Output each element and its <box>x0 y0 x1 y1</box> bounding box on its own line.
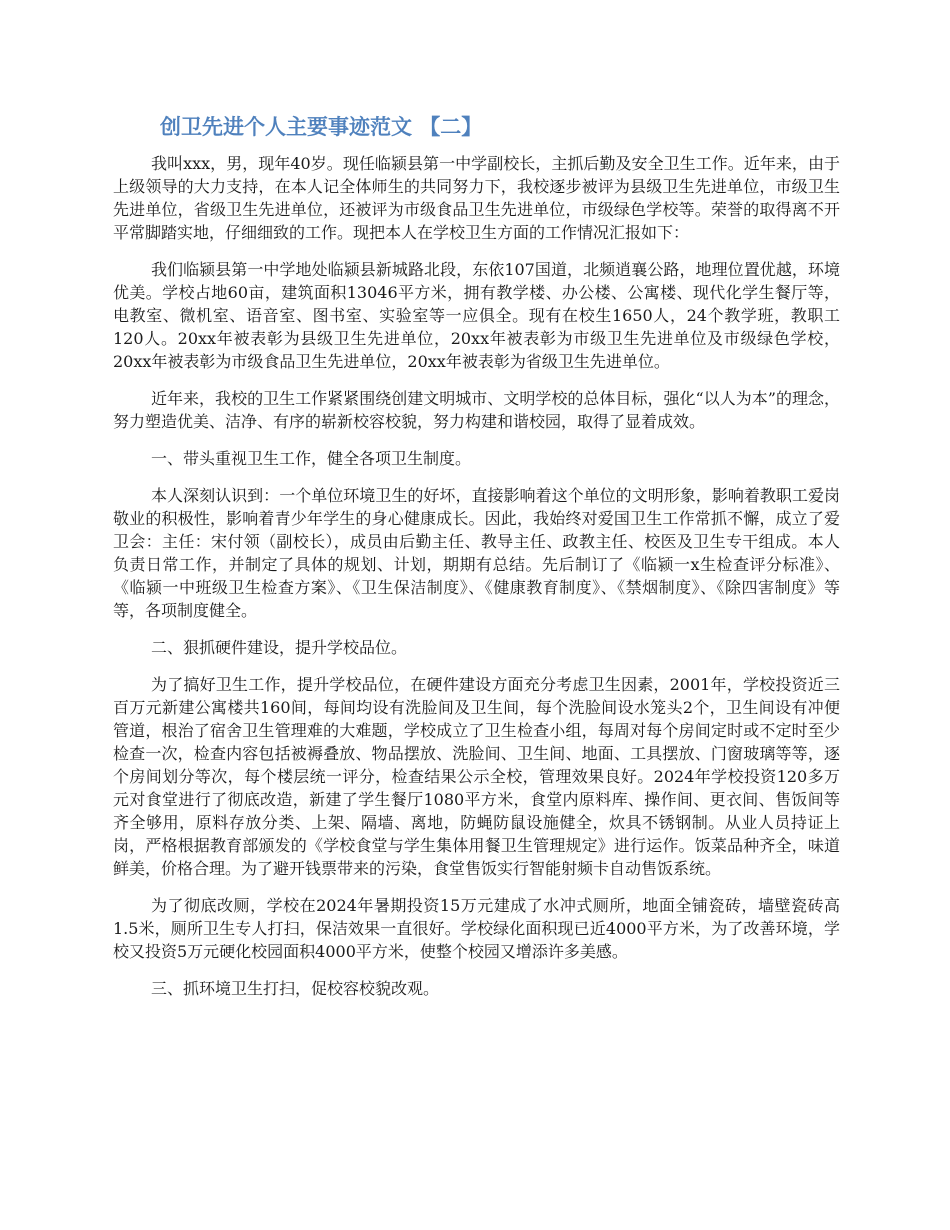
document-title: 创卫先进个人主要事迹范文 【二】 <box>160 115 483 139</box>
paragraph-section-2a: 为了搞好卫生工作，提升学校品位，在硬件建设方面充分考虑卫生因素，2001年，学校投资近三百万元新建公寓楼共160间，每间均设有洗脸间及卫生间，每个洗脸间设水笼头2个，卫生间设有冲便管道，根治了宿舍卫生管理难的大难题，学校成立了卫生检查小组，每周对每个房间定时或不定时至少检查一次，检查内容包括被褥叠放、物品摆放、洗脸间、卫生间、地面、工具摆放、门窗玻璃等等，逐个房间划分等次，每个楼层统一评分，检查结果公示全校，管理效果良好。2024年学校投资120多万元对食堂进行了彻底改造，新建了学生餐厅1080平方米，食堂内原料库、操作间、更衣间、售饭间等齐全够用，原料存放分类、上架、隔墙、离地，防蝇防鼠设施健全，炊具不锈钢制。从业人员持证上岗，严格根据教育部颁发的《学校食堂与学生集体用餐卫生管理规定》进行运作。饭菜品种齐全，味道鲜美，价格合理。为了避开钱票带来的污染，食堂售饭实行智能射频卡自动售饭系统。 <box>113 675 840 878</box>
section-heading-3: 三、抓环境卫生打扫，促校容校貌改观。 <box>151 979 440 998</box>
paragraph-recent-years: 近年来，我校的卫生工作紧紧围绕创建文明城市、文明学校的总体目标，强化“以人为本”的理念，努力塑造优美、洁净、有序的崭新校容校貌，努力构建和谐校园，取得了显着成效。 <box>113 389 840 431</box>
paragraph-intro: 我叫xxx，男，现年40岁。现任临颍县第一中学副校长，主抓后勤及安全卫生工作。近年来，由于上级领导的大力支持，在本人记全体师生的共同努力下，我校逐步被评为县级卫生先进单位，市级卫生先进单位，省级卫生先进单位，还被评为市级食品卫生先进单位，市级绿色学校等。荣誉的取得离不开平常脚踏实地，仔细细致的工作。现把本人在学校卫生方面的工作情况汇报如下： <box>113 154 840 242</box>
paragraph-section-1: 本人深刻认识到：一个单位环境卫生的好坏，直接影响着这个单位的文明形象，影响着教职工爱岗敬业的积极性，影响着青少年学生的身心健康成长。因此，我始终对爱国卫生工作常抓不懈，成立了爱卫会：主任：宋付领（副校长），成员由后勤主任、教导主任、政教主任、校医及卫生专干组成。本人负责日常工作，并制定了具体的规划、计划，期期有总结。先后制订了《临颍一x生检查评分标准》、《临颍一中班级卫生检查方案》、《卫生保洁制度》、《健康教育制度》、《禁烟制度》、《除四害制度》等等，各项制度健全。 <box>113 486 840 620</box>
section-heading-2: 二、狠抓硬件建设，提升学校品位。 <box>151 638 408 657</box>
paragraph-school-overview: 我们临颍县第一中学地处临颍县新城路北段，东依107国道，北频逍襄公路，地理位置优越，环境优美。学校占地60亩，建筑面积13046平方米，拥有教学楼、办公楼、公寓楼、现代化学生餐厅等，电教室、微机室、语音室、图书室、实验室等一应俱全。现有在校生1650人，24个教学班，教职工120人。20xx年被表彰为县级卫生先进单位，20xx年被表彰为市级卫生先进单位及市级绿色学校，20xx年被表彰为市级食品卫生先进单位，20xx年被表彰为省级卫生先进单位。 <box>113 260 840 371</box>
paragraph-section-2b: 为了彻底改厕，学校在2024年暑期投资15万元建成了水冲式厕所，地面全铺瓷砖，墙壁瓷砖高1.5米，厕所卫生专人打扫，保洁效果一直很好。学校绿化面积现已近4000平方米，为了改善环境，学校又投资5万元硬化校园面积4000平方米，使整个校园又增添许多美感。 <box>113 896 840 961</box>
document-body <box>113 152 840 1014</box>
section-heading-1: 一、带头重视卫生工作，健全各项卫生制度。 <box>151 449 472 468</box>
